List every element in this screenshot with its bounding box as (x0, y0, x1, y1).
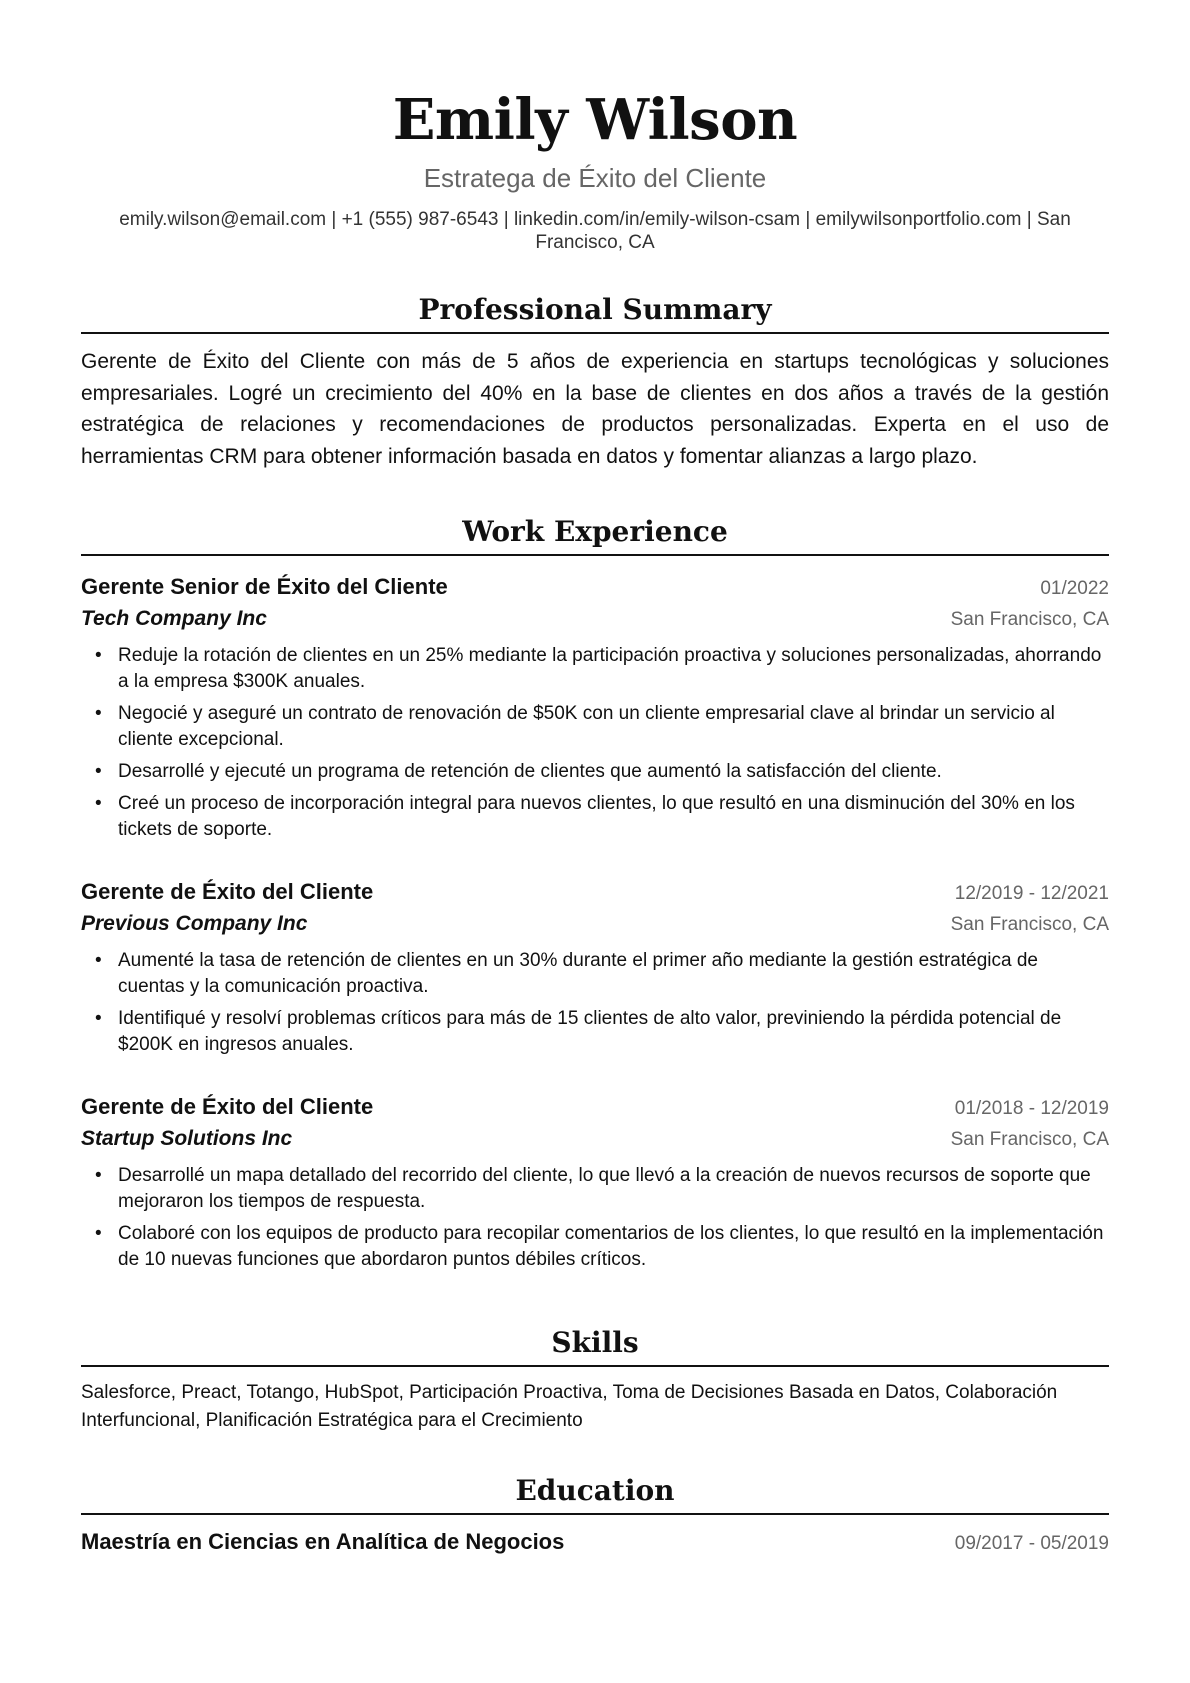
bullet-item (81, 759, 1109, 785)
bullet-text: Identifiqué y resolví problemas críticos para más de 15 clientes de alto valor, previniendo la pérdida potencial de $200K en ingresos anuales. (118, 1008, 1062, 1055)
bullet-icon: • (95, 950, 102, 971)
degree-title: Maestría en Ciencias en Analítica de Negocios (81, 1529, 565, 1554)
job-entry (81, 572, 1109, 843)
skills-heading: Skills (81, 1325, 1109, 1367)
job-list (81, 572, 1109, 1273)
summary-text: Gerente de Éxito del Cliente con más de 5 años de experiencia en startups tecnológicas y soluciones empresariales. Logré un crecimiento del 40% en la base de clientes en dos años a través de la gestión estratégica de relaciones y recomendaciones de productos personalizadas. Experta en el uso de herramientas CRM para obtener información basada en datos y fomentar alianzas a largo plazo. (81, 350, 1109, 468)
work-experience-heading: Work Experience (81, 514, 1109, 556)
bullet-icon: • (95, 645, 102, 666)
job-entry (81, 1092, 1109, 1273)
job-dates: 01/2018 - 12/2019 (954, 1098, 1109, 1119)
bullet-icon: • (95, 761, 102, 782)
job-company: Previous Company Inc (81, 912, 308, 935)
skills-text: Salesforce, Preact, Totango, HubSpot, Participación Proactiva, Toma de Decisiones Basada en Datos, Colaboración Interfuncional, Planificación Estratégica para el Crecimiento (81, 1382, 1058, 1431)
job-dates: 01/2022 (1040, 578, 1109, 599)
bullet-item (81, 1221, 1109, 1273)
bullet-icon: • (95, 703, 102, 724)
bullet-text: Reduje la rotación de clientes en un 25% mediante la participación proactiva y soluciones personalizadas, ahorrando a la empresa $300K anuales. (118, 645, 1102, 692)
job-entry (81, 877, 1109, 1058)
job-title: Gerente de Éxito del Cliente (81, 1094, 374, 1119)
candidate-name: Emily Wilson (392, 87, 798, 153)
job-title: Gerente Senior de Éxito del Cliente (81, 574, 448, 599)
bullet-text: Creé un proceso de incorporación integral para nuevos clientes, lo que resultó en una disminución del 30% en los tickets de soporte. (118, 793, 1075, 840)
job-bullets (81, 1163, 1109, 1273)
candidate-title: Estratega de Éxito del Cliente (423, 163, 767, 193)
bullet-icon: • (95, 1165, 102, 1186)
job-bullets (81, 643, 1109, 843)
job-dates: 12/2019 - 12/2021 (954, 883, 1109, 904)
job-bullets (81, 948, 1109, 1058)
bullet-icon: • (95, 793, 102, 814)
summary-heading: Professional Summary (81, 292, 1109, 334)
job-title: Gerente de Éxito del Cliente (81, 879, 374, 904)
education-heading: Education (81, 1473, 1109, 1515)
bullet-item (81, 643, 1109, 695)
bullet-text: Desarrollé un mapa detallado del recorrido del cliente, lo que llevó a la creación de nuevos recursos de soporte que mejoraron los tiempos de respuesta. (118, 1165, 1091, 1212)
education-dates: 09/2017 - 05/2019 (954, 1533, 1109, 1554)
bullet-icon: • (95, 1008, 102, 1029)
bullet-text: Negocié y aseguré un contrato de renovación de $50K con un cliente empresarial clave al brindar un servicio al cliente excepcional. (118, 703, 1055, 750)
job-location: San Francisco, CA (950, 609, 1109, 630)
contact-line: emily.wilson@email.com | +1 (555) 987-6543 | linkedin.com/in/emily-wilson-csam | emilywilsonportfolio.com | San Francisco, CA (119, 209, 1071, 253)
bullet-icon: • (95, 1223, 102, 1244)
bullet-item (81, 791, 1109, 843)
bullet-item (81, 948, 1109, 1000)
job-company: Startup Solutions Inc (81, 1127, 293, 1150)
bullet-item (81, 701, 1109, 753)
job-location: San Francisco, CA (950, 914, 1109, 935)
bullet-text: Desarrollé y ejecuté un programa de retención de clientes que aumentó la satisfacción del cliente. (118, 761, 942, 782)
education-entry (81, 1527, 1109, 1559)
bullet-item (81, 1006, 1109, 1058)
bullet-item (81, 1163, 1109, 1215)
job-location: San Francisco, CA (950, 1129, 1109, 1150)
job-company: Tech Company Inc (81, 607, 267, 630)
bullet-text: Colaboré con los equipos de producto para recopilar comentarios de los clientes, lo que resultó en la implementación de 10 nuevas funciones que abordaron puntos débiles críticos. (118, 1223, 1104, 1270)
bullet-text: Aumenté la tasa de retención de clientes en un 30% durante el primer año mediante la gestión estratégica de cuentas y la comunicación proactiva. (118, 950, 1038, 997)
